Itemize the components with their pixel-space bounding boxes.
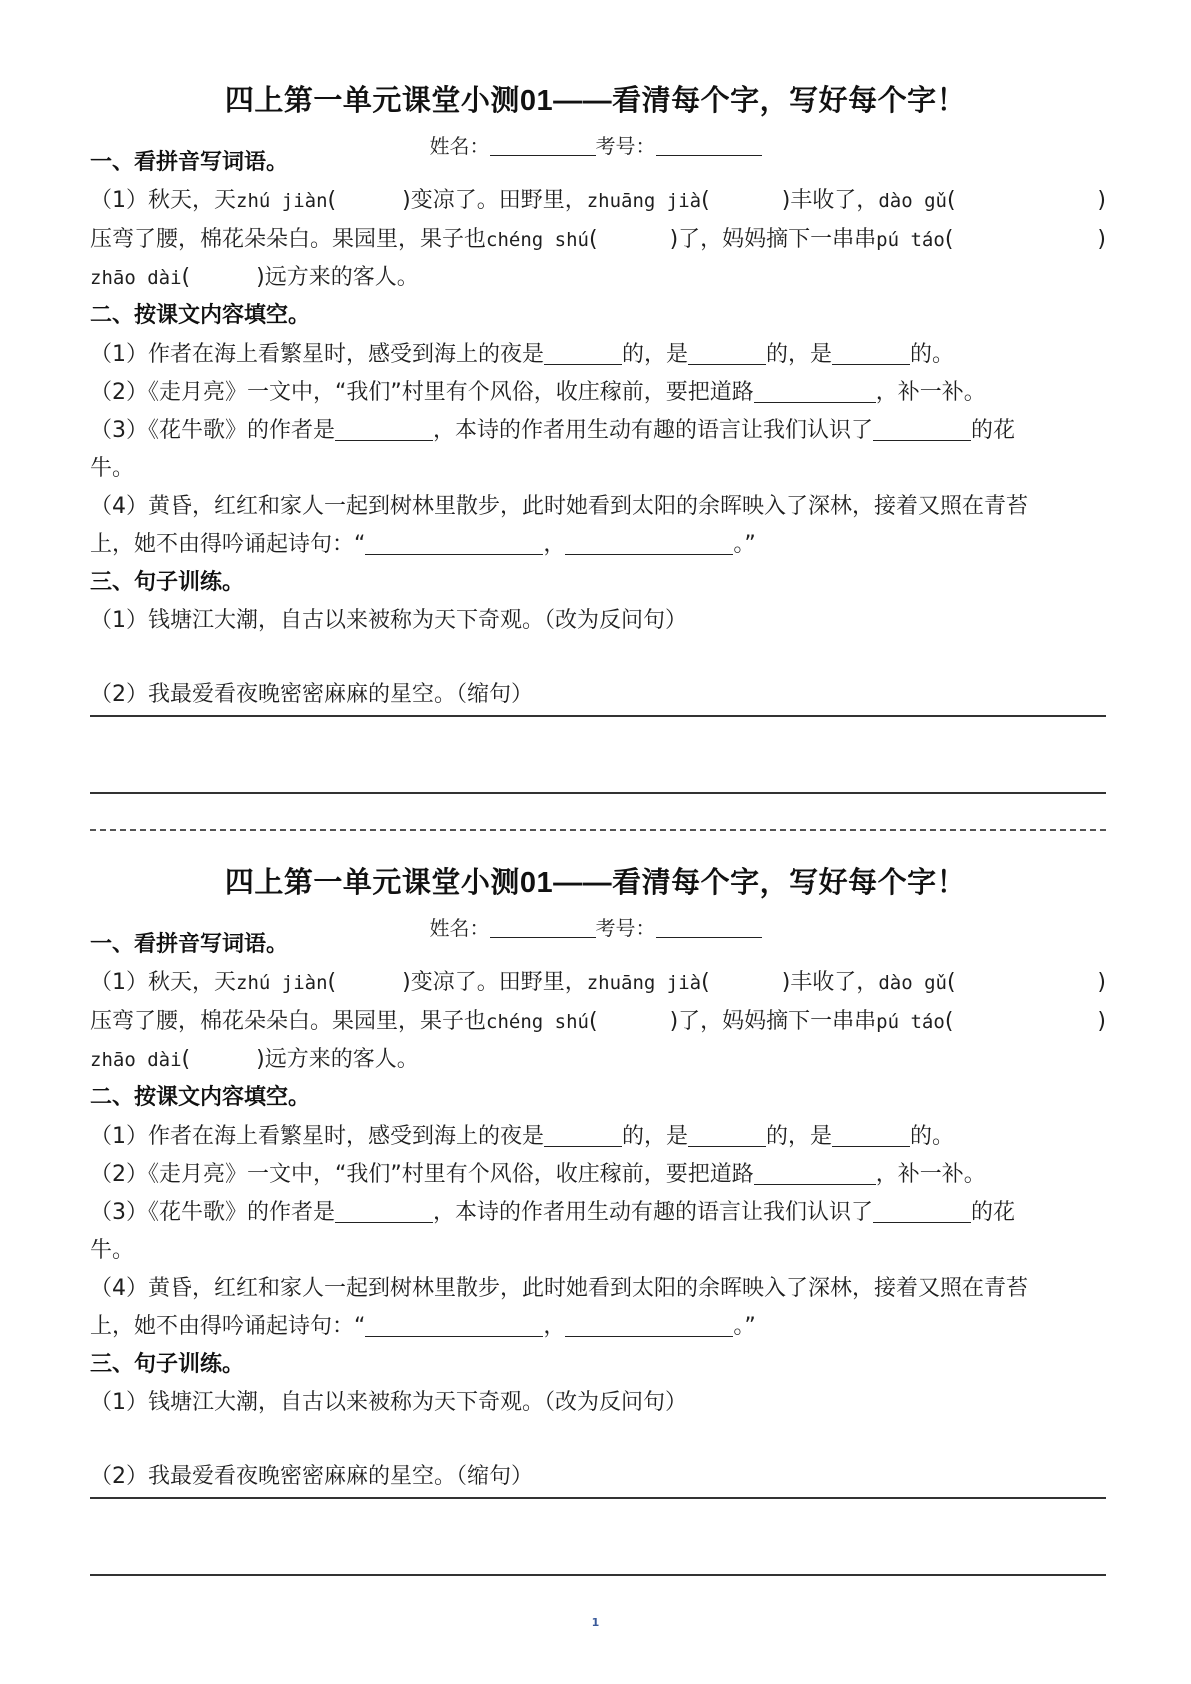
section1-q1-line2: 压弯了腰，棉花朵朵白。果园里，果子也chéng shú( )了，妈妈摘下一串串pú táo( ) xyxy=(90,1009,1106,1034)
answer-line[interactable] xyxy=(90,1497,1106,1499)
exam-no-label: 考号： xyxy=(595,134,656,158)
section1-q1-line1: （1）秋天，天zhú jiàn( )变凉了。田野里，zhuāng jià( )丰收了，dào gǔ( ) xyxy=(90,970,1106,995)
section3-q1: （1）钱塘江大潮，自古以来被称为天下奇观。（改为反问句） xyxy=(90,608,687,633)
fill-blank[interactable] xyxy=(544,1124,622,1147)
section2-heading: 二、按课文内容填空。 xyxy=(90,1085,311,1110)
section2-q1: （1）作者在海上看繁星时，感受到海上的夜是 的，是 的，是 的。 xyxy=(90,342,955,367)
worksheet-copy-1 xyxy=(0,0,1191,780)
section3-q1: （1）钱塘江大潮，自古以来被称为天下奇观。（改为反问句） xyxy=(90,1390,687,1415)
section3-q2: （2）我最爱看夜晚密密麻麻的星空。（缩句） xyxy=(90,1464,533,1489)
section1-q1-line1: （1）秋天，天zhú jiàn( )变凉了。田野里，zhuāng jià( )丰收了，dào gǔ( ) xyxy=(90,188,1106,213)
name-label: 姓名： xyxy=(429,134,490,158)
pinyin: zhú jiàn xyxy=(236,972,328,994)
page-number: 1 xyxy=(591,1616,600,1629)
pinyin: chéng shú xyxy=(486,1011,589,1033)
section3-heading: 三、句子训练。 xyxy=(90,1352,245,1377)
section2-q3: （3）《花牛歌》的作者是 ，本诗的作者用生动有趣的语言让我们认识了 的花 xyxy=(90,418,1016,443)
section1-heading: 一、看拼音写词语。 xyxy=(90,150,289,175)
section2-q4-line2: 上，她不由得吟诵起诗句：“ ， 。” xyxy=(90,1314,756,1339)
section2-q3-cont: 牛。 xyxy=(90,456,135,481)
section2-q4-line2: 上，她不由得吟诵起诗句：“ ， 。” xyxy=(90,532,756,557)
section2-q2: （2）《走月亮》一文中，“我们”村里有个风俗，收庄稼前，要把道路 ，补一补。 xyxy=(90,1162,986,1187)
fill-blank[interactable] xyxy=(688,1124,766,1147)
fill-blank[interactable] xyxy=(832,342,910,365)
section1-q1-line3: zhāo dài( )远方来的客人。 xyxy=(90,265,419,290)
fill-blank[interactable] xyxy=(365,532,543,555)
fill-blank[interactable] xyxy=(565,532,733,555)
worksheet-title: 四上第一单元课堂小测01——看清每个字，写好每个字！ xyxy=(224,85,967,117)
fill-blank[interactable] xyxy=(335,1200,433,1223)
fill-blank[interactable] xyxy=(335,418,433,441)
answer-line[interactable] xyxy=(90,1574,1106,1576)
fill-blank[interactable] xyxy=(544,342,622,365)
answer-line[interactable] xyxy=(90,715,1106,717)
pinyin: zhāo dài xyxy=(90,267,182,289)
section2-q3-cont: 牛。 xyxy=(90,1238,135,1263)
section3-heading: 三、句子训练。 xyxy=(90,570,245,595)
pinyin: pú táo xyxy=(876,1011,945,1033)
pinyin: zhú jiàn xyxy=(236,190,328,212)
section1-q1-line2: 压弯了腰，棉花朵朵白。果园里，果子也chéng shú( )了，妈妈摘下一串串pú táo( ) xyxy=(90,227,1106,252)
fill-blank[interactable] xyxy=(365,1314,543,1337)
section2-q2: （2）《走月亮》一文中，“我们”村里有个风俗，收庄稼前，要把道路 ，补一补。 xyxy=(90,380,986,405)
pinyin: dào gǔ xyxy=(878,190,947,212)
section2-q4-line1: （4）黄昏，红红和家人一起到树林里散步，此时她看到太阳的余晖映入了深林，接着又照在青苔 xyxy=(90,494,1029,519)
section3-q2: （2）我最爱看夜晚密密麻麻的星空。（缩句） xyxy=(90,682,533,707)
exam-no-label: 考号： xyxy=(595,916,656,940)
section2-q4-line1: （4）黄昏，红红和家人一起到树林里散步，此时她看到太阳的余晖映入了深林，接着又照在青苔 xyxy=(90,1276,1029,1301)
section2-heading: 二、按课文内容填空。 xyxy=(90,303,311,328)
fill-blank[interactable] xyxy=(873,1200,971,1223)
fill-blank[interactable] xyxy=(754,380,876,403)
pinyin: dào gǔ xyxy=(878,972,947,994)
worksheet-copy-2 xyxy=(0,782,1191,1562)
fill-blank[interactable] xyxy=(565,1314,733,1337)
pinyin: zhāo dài xyxy=(90,1049,182,1071)
fill-blank[interactable] xyxy=(832,1124,910,1147)
section2-q1: （1）作者在海上看繁星时，感受到海上的夜是 的，是 的，是 的。 xyxy=(90,1124,955,1149)
section1-q1-line3: zhāo dài( )远方来的客人。 xyxy=(90,1047,419,1072)
section2-q3: （3）《花牛歌》的作者是 ，本诗的作者用生动有趣的语言让我们认识了 的花 xyxy=(90,1200,1016,1225)
section1-heading: 一、看拼音写词语。 xyxy=(90,932,289,957)
fill-blank[interactable] xyxy=(873,418,971,441)
pinyin: pú táo xyxy=(876,229,945,251)
pinyin: chéng shú xyxy=(486,229,589,251)
worksheet-title: 四上第一单元课堂小测01——看清每个字，写好每个字！ xyxy=(224,867,967,899)
pinyin: zhuāng jià xyxy=(586,972,702,994)
pinyin: zhuāng jià xyxy=(586,190,702,212)
name-label: 姓名： xyxy=(429,916,490,940)
fill-blank[interactable] xyxy=(754,1162,876,1185)
fill-blank[interactable] xyxy=(688,342,766,365)
